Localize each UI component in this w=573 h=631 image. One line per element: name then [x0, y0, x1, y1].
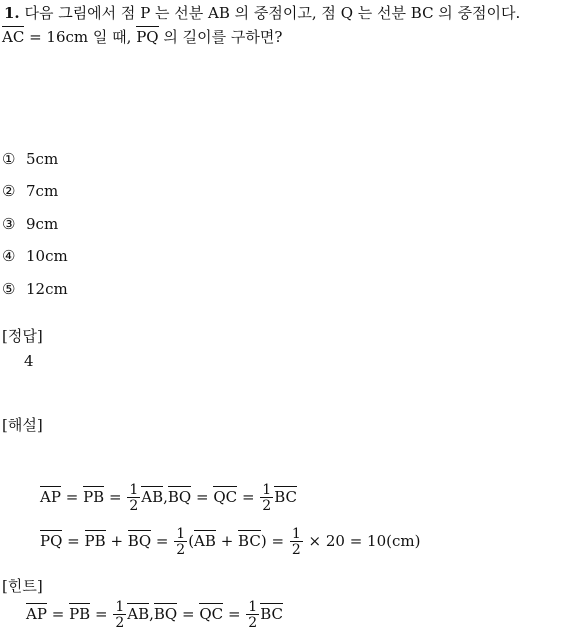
eq-sign: = [271, 532, 285, 550]
hint-label: [힌트] [2, 577, 43, 595]
paren-close: ) [260, 532, 267, 550]
segment-pq: PQ [136, 28, 159, 46]
comma: , [163, 488, 168, 506]
seg-bc: BC [260, 605, 283, 623]
seg-qc: QC [213, 488, 238, 506]
eq-sign: = [241, 488, 255, 506]
segment-ac: AC [2, 28, 25, 46]
seg-ab: AB [141, 488, 164, 506]
eq-sign: = [227, 605, 241, 623]
eq-sign: = [155, 532, 169, 550]
seg-bc: BC [238, 532, 261, 550]
fraction-half: $\frac{1}{2}$ [248, 599, 258, 631]
question-condition: = 16cm 일 때, [29, 28, 132, 46]
eq-sign: = [65, 488, 79, 506]
seg-ab: AB [194, 532, 216, 550]
choice-1[interactable] [2, 150, 58, 168]
choice-3[interactable] [2, 215, 58, 233]
fraction-half: $\frac{1}{2}$ [291, 526, 301, 558]
choice-1-text: 5cm [26, 150, 59, 168]
plus-sign: + [220, 532, 234, 550]
choice-2-marker: ② [2, 182, 16, 200]
answer-label: [정답] [2, 327, 43, 345]
explanation-equation-2 [40, 527, 420, 557]
plus-sign: + [110, 532, 124, 550]
fraction-half: $\frac{1}{2}$ [262, 482, 272, 514]
choice-4-text: 10cm [26, 247, 68, 265]
eq-sign: = [94, 605, 108, 623]
fraction-half: $\frac{1}{2}$ [115, 599, 125, 631]
question-line-2 [2, 26, 282, 47]
choice-4-marker: ④ [2, 247, 16, 265]
seg-ap: AP [40, 488, 61, 506]
paren-open: ( [188, 532, 195, 550]
seg-bq: BQ [167, 488, 192, 506]
seg-pb: PB [84, 532, 106, 550]
choice-5-marker: ⑤ [2, 280, 16, 298]
choice-2[interactable] [2, 182, 58, 200]
eq-sign: = [67, 532, 80, 550]
seg-bq: BQ [153, 605, 178, 623]
hint-equation [26, 600, 283, 630]
choice-5-text: 12cm [26, 280, 68, 298]
choice-3-text: 9cm [26, 215, 59, 233]
choice-5[interactable] [2, 280, 68, 298]
choice-2-text: 7cm [26, 182, 59, 200]
seg-ab: AB [127, 605, 150, 623]
seg-bq: BQ [127, 532, 152, 550]
eq-sign: = [182, 605, 195, 623]
fraction-half: $\frac{1}{2}$ [129, 482, 139, 514]
question-ask: 의 길이를 구하면? [163, 28, 283, 46]
result-text: × 20 = 10(cm) [308, 532, 421, 550]
seg-pq: PQ [40, 532, 63, 550]
fraction-half: $\frac{1}{2}$ [176, 526, 186, 558]
seg-bc: BC [274, 488, 297, 506]
eq-sign: = [108, 488, 122, 506]
eq-sign: = [196, 488, 209, 506]
explanation-label: [해설] [2, 416, 43, 434]
eq-sign: = [51, 605, 65, 623]
choice-1-marker: ① [2, 150, 16, 168]
comma: , [149, 605, 154, 623]
question-text: 다음 그림에서 점 P 는 선분 AB 의 중점이고, 점 Q 는 선분 BC 의 중점이다. [24, 4, 521, 22]
seg-pb: PB [83, 488, 105, 506]
question-number: 1. [4, 4, 20, 22]
question-line-1 [4, 2, 520, 23]
choice-3-marker: ③ [2, 215, 16, 233]
seg-ap: AP [26, 605, 47, 623]
seg-pb: PB [69, 605, 91, 623]
seg-qc: QC [199, 605, 224, 623]
choice-4[interactable] [2, 247, 68, 265]
explanation-equation-1 [40, 483, 297, 513]
answer-value: 4 [24, 352, 34, 370]
